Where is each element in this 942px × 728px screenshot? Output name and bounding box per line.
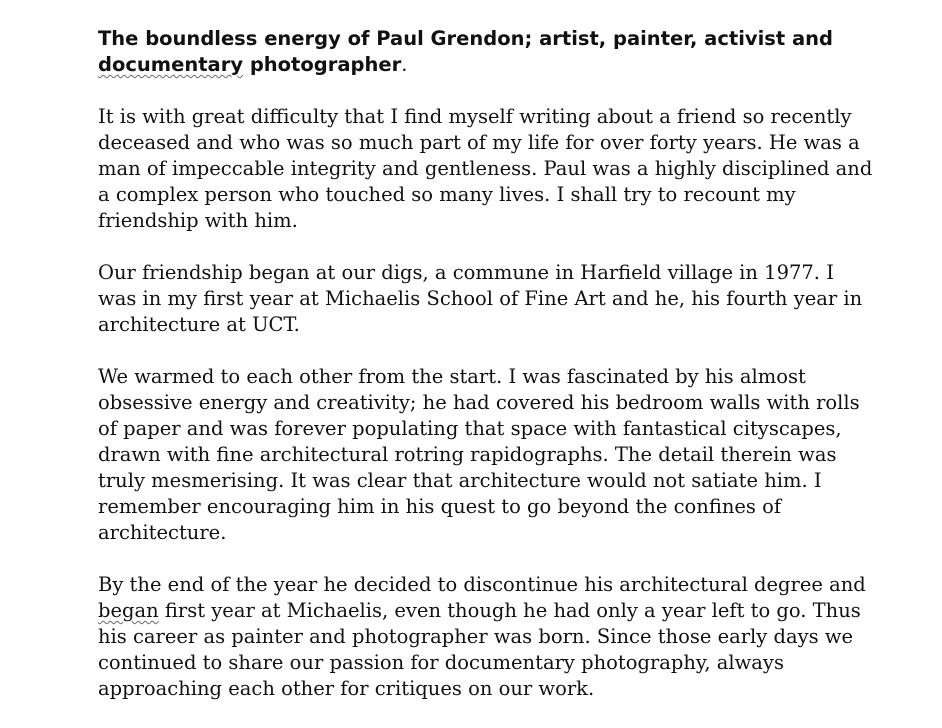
- paragraph-2: Our friendship began at our digs, a commune in Harfield village in 1977. I was in my first year at Michaelis School of Fine Art and he, his fourth year in architecture at UCT.: [98, 261, 863, 336]
- title-period: .: [401, 53, 408, 76]
- title-text-part2: photographer: [243, 53, 402, 76]
- paragraph-1: It is with great difficulty that I find myself writing about a friend so recently deceased and who was so much part of my life for over forty years. He was a man of impeccable integrity and gentleness. Paul was a highly disciplined and a complex person who touched so many lives. I shall try to recount my friendship with him.: [98, 105, 873, 232]
- title-flagged-word[interactable]: documentary: [98, 53, 244, 76]
- paragraph-4: [98, 572, 878, 702]
- paragraph-4-flagged-phrase[interactable]: began: [98, 599, 159, 622]
- document-page: [98, 26, 878, 728]
- paragraph-3: We warmed to each other from the start. I was fascinated by his almost obsessive energy and creativity; he had covered his bedroom walls with rolls of paper and was forever populating that space with fantastical cityscapes, drawn with fine architectural rotring rapidographs. The detail therein was truly mesmerising. It was clear that architecture would not satiate him. I remember encouraging him in his quest to go beyond the confines of architecture.: [98, 365, 860, 544]
- paragraph-4-before: By the end of the year he decided to discontinue his architectural degree and: [98, 573, 866, 596]
- paragraph-4-after: first year at Michaelis, even though he had only a year left to go. Thus his career as painter and photographer was born. Since those early days we continued to share our passion for documentary photography, always approaching each other for critiques on our work.: [98, 599, 861, 700]
- document-title: [98, 26, 878, 78]
- title-text-part1: The boundless energy of Paul Grendon; artist, painter, activist and: [98, 27, 834, 50]
